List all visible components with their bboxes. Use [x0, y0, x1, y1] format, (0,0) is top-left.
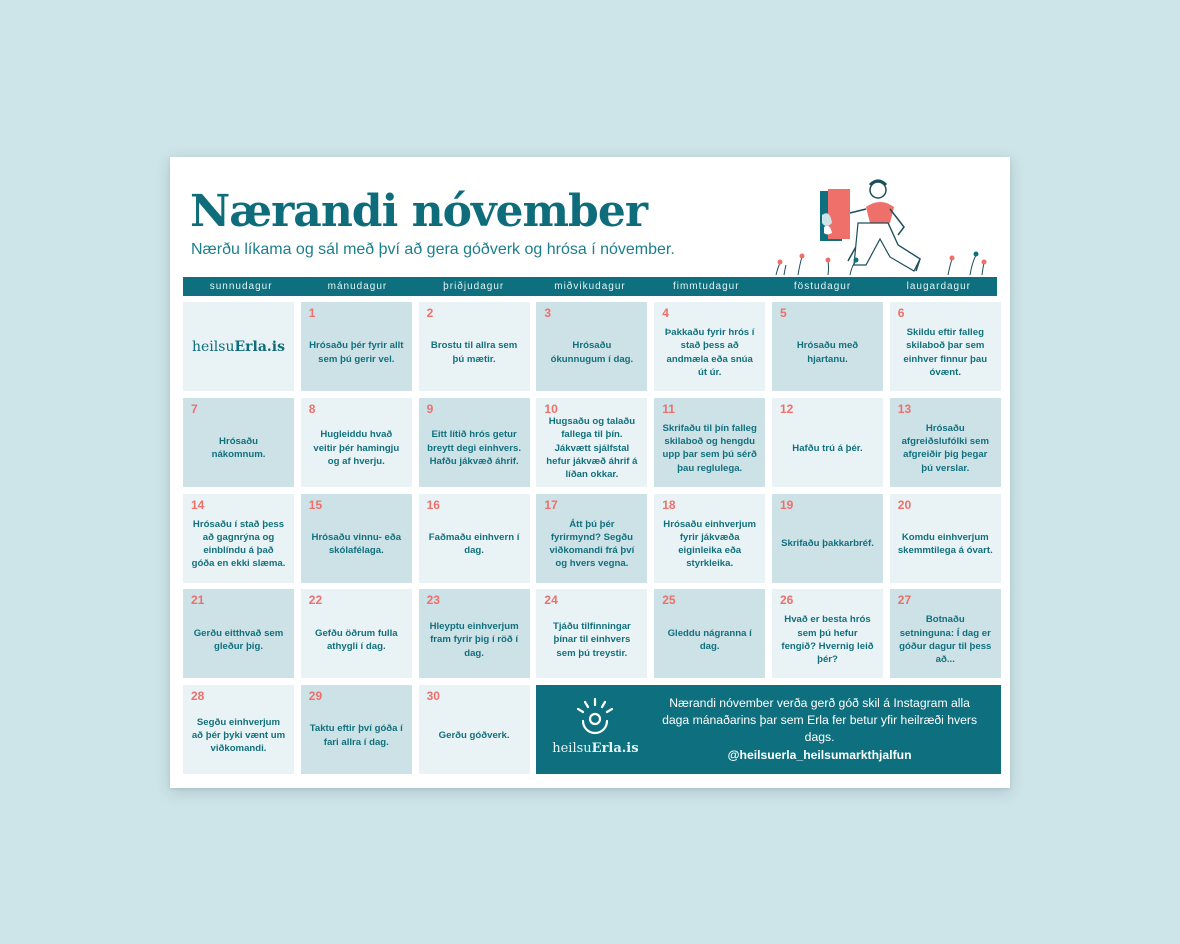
- weekday-label: föstudagur: [793, 281, 852, 292]
- info-text: Nærandi nóvember verða gerð góð skil á Instagram alla daga mánaðarins þar sem Erla fer betur yfir heilræði hvers dags.: [662, 696, 978, 745]
- day-number: 30: [426, 689, 440, 704]
- day-tip: Eitt lítið hrós getur breytt degi einhvers. Hafðu jákvæð áhrif.: [427, 429, 522, 467]
- day-number: 10: [544, 401, 558, 416]
- weekday-label: sunnudagur: [209, 281, 273, 292]
- day-cell: [654, 494, 765, 583]
- day-number: 11: [662, 401, 675, 416]
- day-tip: Hugleiddu hvað veitir þér hamingju og af hverju.: [313, 429, 400, 467]
- day-cell: [536, 589, 647, 678]
- day-cell: [183, 494, 294, 583]
- day-tip: Hrósaðu nákomnum.: [211, 436, 266, 461]
- instagram-handle[interactable]: @heilsuerla_heilsumarkthjalfun: [727, 748, 912, 763]
- day-number: 19: [779, 497, 794, 512]
- day-number: 7: [191, 401, 198, 416]
- day-number: 1: [308, 306, 316, 320]
- day-tip: Tjáðu tilfinningar þínar til einhvers sem þú treystir.: [552, 621, 631, 659]
- day-cell: [301, 589, 412, 678]
- day-tip: Gleddu nágranna í dag.: [667, 627, 752, 652]
- day-number: 24: [544, 593, 558, 608]
- weekday-label: fimmtudagur: [672, 281, 740, 292]
- day-tip: Faðmaðu einhvern í dag.: [428, 531, 520, 557]
- day-number: 29: [308, 689, 323, 704]
- day-tip: Hrósaðu í stað þess að gagnrýna og einblíndu á það góða en ekki slæma.: [191, 518, 286, 570]
- day-cell: [419, 302, 530, 391]
- day-tip: Komdu einhverjum skemmtilega á óvart.: [897, 531, 993, 557]
- day-number: 4: [662, 306, 669, 320]
- day-cell: [183, 685, 294, 774]
- day-tip: Brostu til allra sem þú mætir.: [430, 340, 518, 365]
- day-cell: [654, 302, 765, 391]
- day-cell: [772, 494, 883, 583]
- day-number: 28: [191, 689, 205, 704]
- day-number: 20: [897, 497, 912, 512]
- heilsuerla-logo: heilsu Erla.is: [192, 338, 285, 355]
- weekday-label: laugardagur: [906, 281, 972, 292]
- day-cell: [890, 398, 1001, 487]
- day-number: 15: [308, 497, 323, 512]
- day-cell: [301, 494, 412, 583]
- day-tip: Segðu einhverjum að þér þyki vænt um viðkomandi.: [191, 716, 286, 755]
- day-cell: [536, 398, 647, 487]
- day-cell: [772, 398, 883, 487]
- day-cell: [183, 589, 294, 678]
- day-cell: [654, 589, 765, 678]
- day-tip: Gerðu eitthvað sem gleður þig.: [193, 627, 284, 652]
- day-tip: Gerðu góðverk.: [438, 730, 510, 742]
- day-number: 17: [544, 497, 558, 512]
- sun-icon: [573, 695, 617, 739]
- day-cell: [772, 589, 883, 678]
- weekday-label: þriðjudagur: [443, 281, 505, 292]
- day-number: 23: [426, 593, 440, 608]
- day-cell: [419, 685, 530, 774]
- day-tip: Hrósaðu afgreiðslufólki sem afgreiðir þig þegar þú verslar.: [901, 422, 989, 474]
- day-cell: [772, 302, 883, 391]
- day-number: 3: [544, 306, 552, 320]
- day-tip: Hrósaðu þér fyrir allt sem þú gerir vel.: [309, 340, 404, 365]
- day-number: 26: [779, 593, 794, 608]
- day-tip: Hvað er besta hrós sem þú hefur fengið? Hvernig leið þér?: [781, 614, 874, 666]
- day-number: 18: [662, 497, 676, 512]
- instagram-info-panel: [536, 685, 1000, 774]
- day-cell: [419, 494, 530, 583]
- day-cell: [890, 589, 1001, 678]
- day-tip: Skrifaðu til þín falleg skilaboð og hengdu upp þar sem þú sérð þau reglulega.: [662, 422, 757, 474]
- day-tip: Hugsaðu og talaðu fallega til þín. Jákvætt sjálfstal hefur jákvæð áhrif á líðan okkar.: [546, 416, 638, 481]
- day-cell: [890, 494, 1001, 583]
- day-number: 25: [662, 593, 676, 608]
- day-cell: [654, 398, 765, 487]
- page-subtitle: Nærðu líkama og sál með því að gera góðverk og hrósa í nóvember.: [191, 241, 675, 258]
- day-cell: [301, 685, 412, 774]
- day-cell: [536, 302, 647, 391]
- day-tip: Botnaðu setninguna: Í dag er góður dagur til þess að...: [899, 614, 992, 666]
- day-tip: Hrósaðu ókunnugum í dag.: [550, 340, 634, 365]
- day-tip: Átt þú þér fyrirmynd? Segðu viðkomandi frá því og hvers vegna.: [549, 518, 635, 570]
- day-tip: Hrósaðu með hjartanu.: [796, 340, 859, 365]
- day-tip: Hleyptu einhverjum fram fyrir þig í röð í dag.: [429, 621, 519, 659]
- day-cell: [301, 302, 412, 391]
- day-tip: Hrósaðu einhverjum fyrir jákvæða eiginleika eða styrkleika.: [663, 518, 757, 570]
- weekday-header: [183, 277, 997, 296]
- day-number: 21: [191, 593, 205, 608]
- day-number: 12: [779, 401, 794, 416]
- day-number: 13: [897, 401, 912, 416]
- day-tip: Þakkaðu fyrir hrós í stað þess að andmæla eða snúa út úr.: [664, 327, 755, 378]
- day-cell: [419, 398, 530, 487]
- day-number: 22: [308, 593, 323, 608]
- day-cell: [536, 494, 647, 583]
- page-title: Nærandi nóvember: [190, 186, 647, 237]
- day-cell: [301, 398, 412, 487]
- day-tip: Gefðu öðrum fulla athygli í dag.: [314, 627, 398, 652]
- day-number: 2: [426, 306, 434, 320]
- day-number: 16: [426, 497, 440, 512]
- day-tip: Taktu eftir því góða í fari allra í dag.: [309, 723, 403, 748]
- day-number: 27: [897, 593, 912, 608]
- day-cell: [890, 302, 1001, 391]
- heilsuerla-logo-footer: [550, 695, 640, 765]
- weekday-label: mánudagur: [327, 281, 388, 292]
- day-cell: [183, 398, 294, 487]
- day-tip: Skrifaðu þakkarbréf.: [781, 538, 874, 550]
- weekday-label: miðvikudagur: [554, 281, 626, 292]
- day-tip: Skildu eftir falleg skilaboð þar sem einhver finnur þau óvænt.: [903, 327, 988, 378]
- day-number: 6: [897, 306, 905, 320]
- day-number: 8: [308, 401, 316, 416]
- calendar-card: [170, 157, 1010, 788]
- day-number: 9: [426, 401, 434, 416]
- day-tip: Hrósaðu vinnu- eða skólafélaga.: [311, 531, 402, 557]
- day-number: 14: [191, 497, 205, 512]
- brand-text: heilsuErla.is: [552, 741, 639, 757]
- person-illustration: [770, 175, 1000, 277]
- day-cell: [419, 589, 530, 678]
- calendar-grid: [183, 302, 997, 774]
- day-number: 5: [779, 306, 787, 320]
- logo-cell: [183, 302, 294, 391]
- day-tip: Hafðu trú á þér.: [792, 442, 863, 454]
